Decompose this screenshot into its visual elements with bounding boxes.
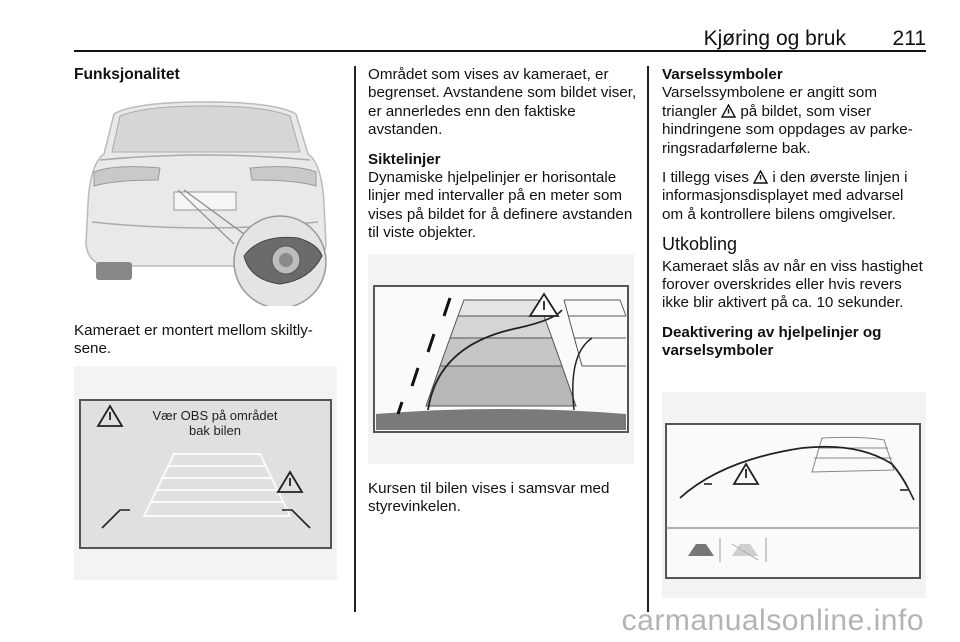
p2-part-b: i den øverste linjen i informasjonsdisplayet med advarsel om å kontrollere bilens omgivelser. (662, 169, 908, 223)
heading-deaktivering: Deaktivering av hjelpelinjer og varselsymboler (662, 323, 882, 360)
paragraph-switch-off: Kameraet slås av når en viss hastighet forover overskrides eller hvis revers ikke blir aktivert på ca. 10 sekunder. (662, 257, 923, 312)
caption-camera-location: Kameraet er montert mellom skiltlysene. (74, 322, 313, 358)
p1-part-b: på bildet, som viser hindringene som oppdages av parkeringsradarfølerne bak. (662, 102, 913, 157)
section-title: Kjøring og bruk (703, 27, 846, 50)
deactivate-figure (662, 392, 926, 598)
paragraph-warning-symbols (662, 84, 928, 158)
warning-triangle-icon (721, 104, 736, 118)
column-1-caption (74, 322, 342, 370)
paragraph-area-limited: Området som vises av kameraet, er begrenset. Avstandene som bildet viser, er annerledes enn den faktiske avstanden. (368, 66, 637, 139)
camera-display-figure (74, 366, 337, 580)
heading-siktelinjer: Siktelinjer (368, 150, 441, 168)
column-divider-1 (354, 66, 356, 612)
heading-funksjonalitet: Funksjonalitet (74, 66, 180, 83)
page-header (74, 28, 926, 52)
column-divider-2 (647, 66, 649, 612)
guide-lines-illustration (368, 254, 634, 464)
paragraph-dynamic-lines: Dynamiske hjelpelinjer er horisontale linjer med intervaller på en meter som vises på bildet for å definere avstanden til viste objekter. (368, 169, 633, 242)
heading-varselssymboler: Varselssymboler (662, 66, 783, 83)
camera-display-illustration (74, 366, 337, 580)
heading-utkobling: Utkobling (662, 234, 738, 255)
guide-lines-figure (368, 254, 634, 464)
column-2-lower (368, 480, 638, 528)
column-2 (368, 66, 638, 254)
column-1 (74, 66, 342, 84)
p1-part-a: Varselssymbolene er angitt som triangler (662, 84, 877, 120)
watermark: carmanualsonline.info (621, 604, 924, 637)
p2-part-a: I tillegg vises (662, 169, 749, 187)
display-warning-line2: bak bilen (188, 423, 242, 438)
paragraph-course: Kursen til bilen vises i samsvar med styrevinkelen. (368, 480, 610, 516)
warning-triangle-icon (753, 170, 768, 184)
column-3 (662, 66, 928, 361)
deactivate-illustration (662, 392, 926, 598)
page-number: 211 (892, 27, 926, 50)
car-rear-figure (74, 94, 337, 306)
display-warning-line1: Vær OBS på området (152, 408, 278, 423)
display-warning-text (150, 408, 280, 438)
car-rear-illustration (74, 94, 337, 306)
paragraph-info-display (662, 169, 928, 224)
